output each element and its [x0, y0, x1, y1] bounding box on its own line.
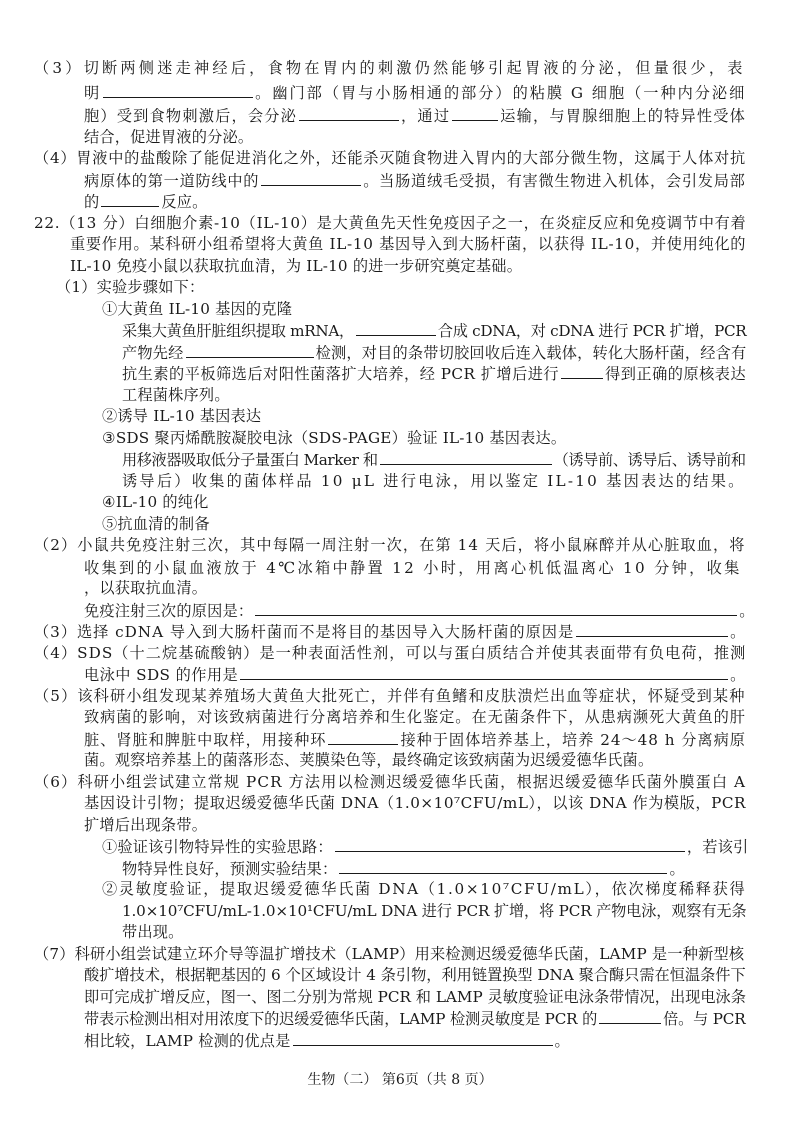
text-run: 。	[739, 602, 755, 620]
text-run: 。	[669, 860, 685, 878]
text-line	[84, 793, 746, 813]
text-run: 检测，对目的条带切胶回收后连入载体，转化大肠杆菌，经含有	[315, 344, 747, 362]
answer-blank[interactable]	[255, 600, 737, 616]
text-run: 产物先经	[122, 344, 184, 362]
text-line	[84, 1030, 570, 1051]
text-line	[34, 643, 746, 663]
text-run: 采集大黄鱼肝脏组织提取 mRNA，	[122, 322, 354, 340]
text-run: 即可完成扩增反应，图一、图二分别为常规 PCR 和 LAMP 灵敏度验证电泳条带情况，出现电泳条	[84, 988, 746, 1006]
text-run: 得到正确的原核表达	[605, 365, 747, 383]
text-line	[122, 363, 746, 384]
text-line	[122, 320, 746, 341]
text-run: ①大黄鱼 IL-10 基因的克隆	[102, 300, 293, 318]
text-run: 收集到的小鼠血液放于 4℃冰箱中静置 12 小时，用离心机低温离心 10 分钟，收集	[84, 559, 742, 577]
text-run: 菌。观察培养基上的菌落形态、荚膜染色等，最终确定该致病菌为迟缓爱德华氏菌。	[84, 751, 654, 769]
text-line	[84, 170, 746, 191]
text-run: （诱导前、诱导后、诱导前和	[553, 451, 746, 469]
text-run: ①验证该引物特异性的实验思路：	[102, 838, 333, 856]
text-run: 带出现。	[122, 923, 184, 941]
text-line	[84, 664, 746, 685]
text-line	[122, 858, 685, 879]
text-line	[102, 428, 566, 448]
text-run: 明	[84, 84, 102, 102]
text-run: 。	[730, 666, 746, 684]
text-run: 22.（13 分）白细胞介素-10（IL-10）是大黄鱼先天性免疫因子之一，在炎症反应和免疫调节中有着	[34, 214, 747, 232]
text-line	[84, 707, 746, 727]
answer-blank[interactable]	[240, 664, 728, 680]
text-run: （3）切断两侧迷走神经后，食物在胃内的刺激仍然能够引起胃液的分泌，但量很少，表	[34, 59, 746, 77]
text-run: 。	[730, 623, 747, 641]
text-run: 。当肠道绒毛受损，有害微生物进入机体，会引发局部	[363, 172, 746, 190]
text-run: 抗生素的平板筛选后对阳性菌落扩大培养，经 PCR 扩增后进行	[122, 365, 560, 383]
text-line	[84, 987, 746, 1007]
answer-blank[interactable]	[380, 449, 552, 465]
text-run: 的	[84, 193, 100, 211]
text-line	[122, 449, 746, 470]
text-run: （1）实验步骤如下：	[56, 278, 205, 296]
text-run: 1.0×10⁷CFU/mL-1.0×10¹CFU/mL DNA 进行 PCR 扩增，将 PCR 产物电泳，观察有无条	[122, 902, 747, 920]
answer-blank[interactable]	[103, 82, 253, 98]
answer-blank[interactable]	[452, 105, 498, 121]
text-run: ②灵敏度验证，提取迟缓爱德华氏菌 DNA（1.0×10⁷CFU/mL），依次梯度稀释获得	[102, 880, 747, 898]
answer-blank[interactable]	[101, 191, 159, 207]
answer-blank[interactable]	[293, 1030, 553, 1046]
text-line	[70, 256, 522, 276]
answer-blank[interactable]	[335, 836, 685, 852]
answer-blank[interactable]	[599, 1008, 661, 1024]
text-line	[34, 621, 746, 642]
text-line	[84, 127, 253, 147]
answer-blank[interactable]	[299, 105, 399, 121]
text-line	[84, 750, 653, 770]
text-line	[122, 901, 746, 921]
text-run: 。	[554, 1032, 570, 1050]
text-run: 免疫注射三次的原因是：	[84, 602, 254, 620]
answer-blank[interactable]	[261, 170, 361, 186]
text-line	[102, 492, 209, 512]
text-run: 。幽门部（胃与小肠相通的部分）的粘膜 G 细胞（一种内分泌细	[255, 84, 747, 102]
text-run: 重要作用。某科研小组希望将大黄鱼 IL-10 基因导入到大肠杆菌，以获得 IL-10，并使用纯化的	[70, 235, 747, 253]
text-run: 胞）受到食物刺激后，会分泌	[84, 107, 298, 125]
text-run: ，通过	[401, 107, 451, 125]
text-run: 工程菌株序列。	[122, 386, 230, 404]
text-line	[102, 836, 748, 857]
text-line	[84, 82, 746, 103]
answer-blank[interactable]	[561, 363, 603, 379]
text-run: 扩增后出现条带。	[84, 816, 208, 834]
answer-blank[interactable]	[356, 320, 436, 336]
text-line	[84, 815, 207, 835]
text-line	[122, 342, 746, 363]
text-line	[102, 514, 210, 534]
text-run: 酸扩增技术，根据靶基因的 6 个区域设计 4 条引物，利用链置换型 DNA 聚合酶只需在恒温条件下	[84, 966, 746, 984]
text-line	[122, 471, 746, 491]
text-run: 合成 cDNA，对 cDNA 进行 PCR 扩增，PCR	[437, 322, 747, 340]
text-run: 诱导后）收集的菌体样品 10 μL 进行电泳，用以鉴定 IL-10 基因表达的结果。	[122, 472, 746, 490]
text-line	[84, 191, 208, 212]
text-run: 电泳中 SDS 的作用是	[84, 666, 239, 684]
text-line	[34, 58, 746, 78]
text-line	[102, 299, 292, 319]
text-line	[122, 385, 230, 405]
text-run: 反应。	[161, 193, 208, 211]
text-run: （2）小鼠共免疫注射三次，其中每隔一周注射一次，在第 14 天后，将小鼠麻醉并从心脏取血，将	[34, 536, 746, 554]
text-run: 病原体的第一道防线中的	[84, 172, 260, 190]
text-run: 运输，与胃腺细胞上的特异性受体	[500, 107, 747, 125]
text-run: （3）选择 cDNA 导入到大肠杆菌而不是将目的基因导入大肠杆菌的原因是	[34, 623, 575, 641]
text-line	[84, 600, 755, 621]
text-line	[84, 578, 207, 598]
text-line	[34, 772, 746, 792]
text-run: 结合，促进胃液的分泌。	[84, 128, 254, 146]
text-run: 脏、肾脏和脾脏中取样，用接种环	[84, 731, 327, 749]
text-line	[34, 944, 744, 964]
text-line	[84, 1008, 746, 1029]
text-line	[102, 879, 746, 899]
text-run: 带表示检测出相对用浓度下的迟缓爱德华氏菌，LAMP 检测灵敏度是 PCR 的	[84, 1010, 598, 1028]
text-run: ，若该引	[686, 838, 749, 856]
text-run: （4）SDS（十二烷基硫酸钠）是一种表面活性剂，可以与蛋白质结合并使其表面带有负电荷，推测	[34, 644, 747, 662]
text-line	[70, 234, 746, 254]
answer-blank[interactable]	[186, 342, 314, 358]
text-line	[84, 105, 746, 126]
text-run: 物特异性良好，预测实验结果：	[122, 860, 338, 878]
text-line	[34, 148, 746, 168]
text-run: ③SDS 聚丙烯酰胺凝胶电泳（SDS-PAGE）验证 IL-10 基因表达。	[102, 429, 567, 447]
text-run: IL-10 免疫小鼠以获取抗血清，为 IL-10 的进一步研究奠定基础。	[70, 257, 523, 275]
text-run: （5）该科研小组发现某养殖场大黄鱼大批死亡，并伴有鱼鳍和皮肤溃烂出血等症状，怀疑受到某种	[34, 687, 746, 705]
text-run: （6）科研小组尝试建立常规 PCR 方法用以检测迟缓爱德华氏菌，根据迟缓爱德华氏菌外膜蛋白 A	[34, 773, 747, 791]
page-footer: 生物（二） 第6页（共 8 页）	[307, 1072, 493, 1088]
answer-blank[interactable]	[339, 858, 667, 874]
text-line	[84, 965, 746, 985]
text-line	[34, 535, 746, 555]
text-run: 致病菌的影响，对该致病菌进行分离培养和生化鉴定。在无菌条件下，从患病濒死大黄鱼的肝	[84, 708, 746, 726]
text-run: 相比较，LAMP 检测的优点是	[84, 1032, 291, 1050]
text-run: 基因设计引物；提取迟缓爱德华氏菌 DNA（1.0×10⁷CFU/mL），以该 DNA 作为模版，PCR	[84, 794, 746, 812]
text-line	[102, 406, 261, 426]
text-run: 用移液器吸取低分子量蛋白 Marker 和	[122, 451, 378, 469]
text-run: 接种于固体培养基上，培养 24～48 h 分离病原	[400, 731, 746, 749]
text-run: ②诱导 IL-10 基因表达	[102, 407, 262, 425]
text-run: ④IL-10 的纯化	[102, 493, 209, 511]
text-run: 倍。与 PCR	[663, 1010, 746, 1028]
text-line	[84, 729, 746, 750]
text-line	[34, 686, 746, 706]
text-run: ⑤抗血清的制备	[102, 515, 210, 533]
text-line	[56, 277, 204, 297]
text-line	[122, 922, 184, 942]
text-run: （4）胃液中的盐酸除了能促进消化之外，还能杀灭随食物进入胃内的大部分微生物，这属于人体对抗	[34, 149, 746, 167]
answer-blank[interactable]	[576, 621, 728, 637]
text-run: （7）科研小组尝试建立环介导等温扩增技术（LAMP）用来检测迟缓爱德华氏菌，LAMP 是一种新型核	[34, 945, 745, 963]
answer-blank[interactable]	[328, 729, 398, 745]
text-line	[34, 213, 746, 233]
text-line	[84, 557, 746, 578]
text-run: ，以获取抗血清。	[84, 579, 208, 597]
